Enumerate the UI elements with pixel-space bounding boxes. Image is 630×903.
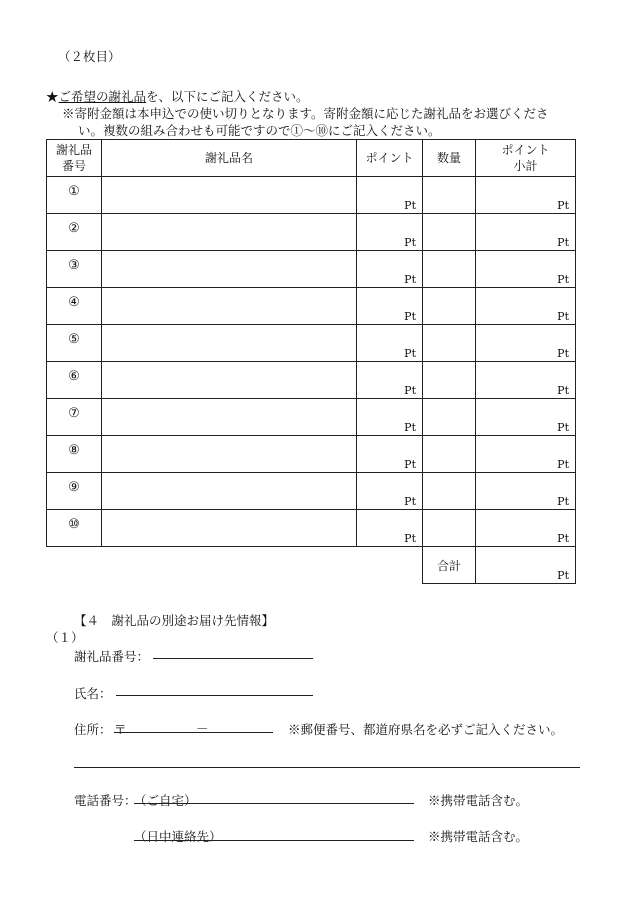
row-quantity-field[interactable] <box>423 288 476 325</box>
row-points-field[interactable]: Pt <box>357 325 423 362</box>
row-subtotal-field[interactable]: Pt <box>476 251 576 288</box>
phone-label: 電話番号： <box>74 793 137 808</box>
total-row <box>47 547 576 584</box>
row-quantity-field[interactable] <box>423 214 476 251</box>
row-quantity-field[interactable] <box>423 251 476 288</box>
row-subtotal-field[interactable]: Pt <box>476 177 576 214</box>
instruction-note-line1: ※寄附金額は本申込での使い切りとなります。寄附金額に応じた謝礼品をお選びくださ <box>62 106 549 121</box>
table-row <box>47 214 576 251</box>
phone-home-field[interactable] <box>134 803 414 804</box>
header-number: 謝礼品 番号 <box>47 140 102 177</box>
table-row <box>47 288 576 325</box>
item-number-field[interactable] <box>153 658 313 659</box>
address-note: ※郵便番号、都道府県名を必ずご記入ください。 <box>288 722 564 737</box>
row-quantity-field[interactable] <box>423 510 476 547</box>
phone-day-note: ※携帯電話含む。 <box>428 829 529 844</box>
instruction-underlined: ご希望の謝礼品 <box>58 89 147 104</box>
postal-dash: － <box>196 721 209 736</box>
row-subtotal-field[interactable]: Pt <box>476 510 576 547</box>
row-quantity-field[interactable] <box>423 473 476 510</box>
header-quantity: 数量 <box>423 140 476 177</box>
gift-table <box>46 139 576 584</box>
header-name: 謝礼品名 <box>102 140 357 177</box>
row-number: ⑨ <box>47 473 102 510</box>
row-points-field[interactable]: Pt <box>357 251 423 288</box>
address-label: 住所： <box>74 722 112 737</box>
name-field[interactable] <box>116 695 313 696</box>
phone-day-label: （日中連絡先） <box>134 829 222 844</box>
postal-mark-icon: 〒 <box>114 722 127 737</box>
table-row <box>47 251 576 288</box>
total-field[interactable]: Pt <box>476 547 576 584</box>
row-subtotal-field[interactable]: Pt <box>476 436 576 473</box>
row-number: ⑦ <box>47 399 102 436</box>
row-number: ② <box>47 214 102 251</box>
row-quantity-field[interactable] <box>423 362 476 399</box>
row-quantity-field[interactable] <box>423 177 476 214</box>
row-name-field[interactable] <box>102 362 357 399</box>
header-subtotal: ポイント 小計 <box>476 140 576 177</box>
row-points-field[interactable]: Pt <box>357 510 423 547</box>
row-points-field[interactable]: Pt <box>357 288 423 325</box>
row-points-field[interactable]: Pt <box>357 473 423 510</box>
table-header-row <box>47 140 576 177</box>
phone-home-note: ※携帯電話含む。 <box>428 793 529 808</box>
page-label: （２枚目） <box>58 49 121 64</box>
instruction-note-line2: い。複数の組み合わせも可能ですので①～⑩にご記入ください。 <box>78 123 441 138</box>
row-points-field[interactable]: Pt <box>357 177 423 214</box>
delivery-heading: 【４ 謝礼品の別途お届け先情報】 <box>74 613 275 628</box>
row-number: ⑧ <box>47 436 102 473</box>
table-row <box>47 362 576 399</box>
table-row <box>47 436 576 473</box>
star-icon: ★ <box>46 89 59 104</box>
row-name-field[interactable] <box>102 399 357 436</box>
row-number: ⑥ <box>47 362 102 399</box>
phone-home-label: （ご自宅） <box>134 793 197 808</box>
row-name-field[interactable] <box>102 473 357 510</box>
row-number: ① <box>47 177 102 214</box>
row-subtotal-field[interactable]: Pt <box>476 288 576 325</box>
row-name-field[interactable] <box>102 436 357 473</box>
total-label: 合計 <box>423 547 476 584</box>
row-quantity-field[interactable] <box>423 436 476 473</box>
row-subtotal-field[interactable]: Pt <box>476 399 576 436</box>
row-name-field[interactable] <box>102 251 357 288</box>
row-points-field[interactable]: Pt <box>357 436 423 473</box>
row-number: ⑤ <box>47 325 102 362</box>
item-number-label: 謝礼品番号： <box>74 649 150 664</box>
row-points-field[interactable]: Pt <box>357 399 423 436</box>
table-row <box>47 473 576 510</box>
instruction-rest: を、以下にご記入ください。 <box>146 89 309 104</box>
row-name-field[interactable] <box>102 510 357 547</box>
table-row <box>47 510 576 547</box>
row-number: ⑩ <box>47 510 102 547</box>
row-subtotal-field[interactable]: Pt <box>476 325 576 362</box>
table-row <box>47 177 576 214</box>
table-row <box>47 399 576 436</box>
delivery-sub: （１） <box>46 630 84 645</box>
row-subtotal-field[interactable]: Pt <box>476 473 576 510</box>
row-quantity-field[interactable] <box>423 325 476 362</box>
row-subtotal-field[interactable]: Pt <box>476 214 576 251</box>
row-name-field[interactable] <box>102 214 357 251</box>
name-label: 氏名： <box>74 686 112 701</box>
row-points-field[interactable]: Pt <box>357 214 423 251</box>
row-name-field[interactable] <box>102 177 357 214</box>
row-subtotal-field[interactable]: Pt <box>476 362 576 399</box>
row-number: ③ <box>47 251 102 288</box>
row-name-field[interactable] <box>102 325 357 362</box>
postal-code-field[interactable] <box>114 732 273 733</box>
row-points-field[interactable]: Pt <box>357 362 423 399</box>
table-row <box>47 325 576 362</box>
row-name-field[interactable] <box>102 288 357 325</box>
phone-day-field[interactable] <box>134 840 414 841</box>
header-points: ポイント <box>357 140 423 177</box>
row-quantity-field[interactable] <box>423 399 476 436</box>
instruction-heading <box>46 87 309 105</box>
row-number: ④ <box>47 288 102 325</box>
address-field[interactable] <box>74 767 580 768</box>
